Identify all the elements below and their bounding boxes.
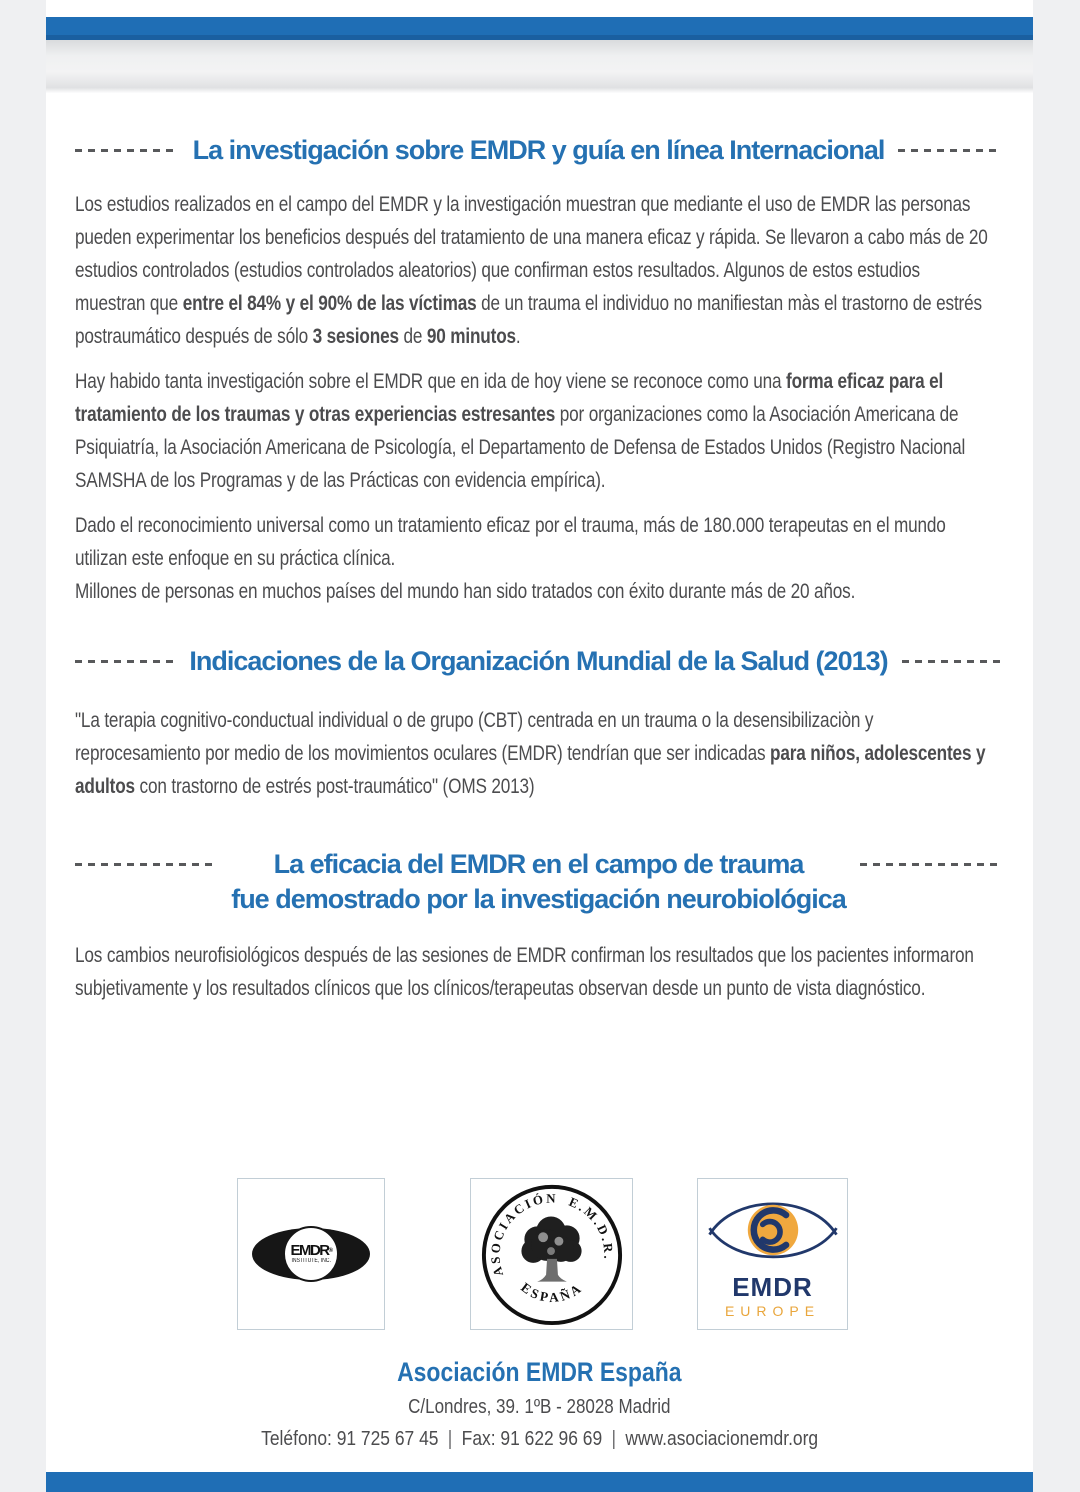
logo-emdr-europe — [697, 1178, 848, 1330]
bold-effective-treatment: forma eficaz para el tratamiento de los traumas y otras experiencias estresantes — [75, 370, 944, 426]
bold-sessions: 3 sesiones — [312, 325, 399, 348]
section-title-research — [75, 133, 1002, 167]
organization-name: Asociación EMDR España — [397, 1357, 682, 1387]
institute-name: EMDR — [290, 1241, 329, 1259]
address-line: C/Londres, 39. 1ºB - 28028 Madrid — [408, 1396, 671, 1418]
spain-seal-icon — [478, 1180, 626, 1328]
paragraph-research-results — [75, 188, 991, 353]
dashed-rule — [75, 660, 175, 663]
dashed-rule — [902, 660, 1002, 663]
bold-statistic: entre el 84% y el 90% de las víctimas — [182, 292, 477, 315]
section-title-neurobiology — [75, 847, 1002, 917]
document-paper — [46, 0, 1033, 1492]
eye-icon — [703, 1188, 843, 1272]
footer — [46, 1356, 1033, 1452]
bottom-accent-bar — [46, 1472, 1033, 1492]
document-content — [46, 0, 1033, 1005]
paragraph-text: de — [398, 325, 427, 348]
section-title-text — [231, 847, 846, 917]
phone-number: Teléfono: 91 725 67 45 — [261, 1427, 439, 1450]
title-line-1: La eficacia del EMDR en el campo de trauma — [273, 849, 804, 879]
paragraph-text: con trastorno de estrés post-traumático" (OMS 2013) — [134, 775, 535, 798]
paragraph-who-quote — [75, 704, 991, 803]
bold-minutes: 90 minutos — [426, 325, 516, 348]
section-title-text: Indicaciones de la Organización Mundial de la Salud (2013) — [189, 646, 888, 676]
seal-arc-right-text: E.M.D.R. — [566, 1194, 616, 1262]
bold-target-groups: para niños, adolescentes y adultos — [75, 742, 986, 798]
institute-subtitle: INSTITUTE, INC. — [291, 1257, 331, 1264]
paragraph-therapists — [75, 509, 991, 608]
section-title-text: La investigación sobre EMDR y guía en línea Internacional — [192, 135, 885, 165]
paragraph-line: Millones de personas en muchos países del mundo han sido tratados con éxito durante más de 20 años. — [75, 580, 856, 603]
section-title-who — [75, 644, 1002, 678]
separator: | — [611, 1427, 616, 1450]
dashed-rule — [860, 863, 1002, 866]
paragraph-text: Hay habido tanta investigación sobre el EMDR que en ida de hoy viene se reconoce como una — [75, 370, 787, 393]
paragraph-text: por organizaciones como la Asociación Americana de Psiquiatría, la Asociación Americana de Psicología, el Departamento de Defensa de Estados Unidos (Registro Nacional SAMSHA de los Programas y de las Prácticas con evidencia empírica). — [75, 403, 966, 492]
website-url: www.asociacionemdr.org — [625, 1427, 818, 1450]
paragraph-recognition — [75, 365, 991, 497]
separator: | — [447, 1427, 453, 1450]
logo-asociacion-emdr-espana — [470, 1178, 633, 1330]
paragraph-text: "La terapia cognitivo-conductual individual o de grupo (CBT) centrada en un trauma o la desensibilizaciòn y reprocesamiento por medio de los movimientos oculares (EMDR) tendrían que ser indicadas — [75, 709, 874, 765]
seal-bottom-text: ESPAÑA — [517, 1279, 586, 1306]
europe-logo-subtitle: EUROPE — [724, 1303, 821, 1319]
seal-arc-left-text: ASOCIACIÓN — [487, 1191, 558, 1278]
paragraph-text: Los estudios realizados en el campo del EMDR y la investigación muestran que mediante el uso de EMDR las personas pueden experimentar los beneficios después del tratamiento de una manera eficaz y rápida. Se llevaron a cabo más de 20 estudios controlados (estudios controlados aleatorios) que confirman estos resultados. Algunos de estos estudios muestran que — [75, 193, 988, 315]
paragraph-neurophysiology: Los cambios neurofisiológicos después de las sesiones de EMDR confirman los resultados que los pacientes informaron subjetivamente y los resultados clínicos que los clínicos/terapeutas observan desde un punto de vista diagnóstico. — [75, 944, 974, 1000]
logo-emdr-institute — [237, 1178, 385, 1330]
fax-number: Fax: 91 622 96 69 — [461, 1427, 603, 1450]
europe-logo-title: EMDR — [732, 1272, 813, 1302]
registered-mark: ® — [328, 1247, 332, 1254]
dashed-rule — [75, 149, 179, 152]
dashed-rule — [75, 863, 217, 866]
emdr-institute-ellipse-icon — [252, 1228, 370, 1280]
paragraph-text: . — [515, 325, 521, 348]
paragraph-text: de un trauma el individuo no manifiestan màs el trastorno de estrés postraumático después de sólo — [75, 292, 982, 348]
paragraph-line: Dado el reconocimiento universal como un tratamiento eficaz por el trauma, más de 180.000 terapeutas en el mundo utilizan este enfoque en su práctica clínica. — [75, 514, 946, 570]
dashed-rule — [898, 149, 1002, 152]
title-line-2: fue demostrado por la investigación neurobiológica — [231, 884, 846, 914]
